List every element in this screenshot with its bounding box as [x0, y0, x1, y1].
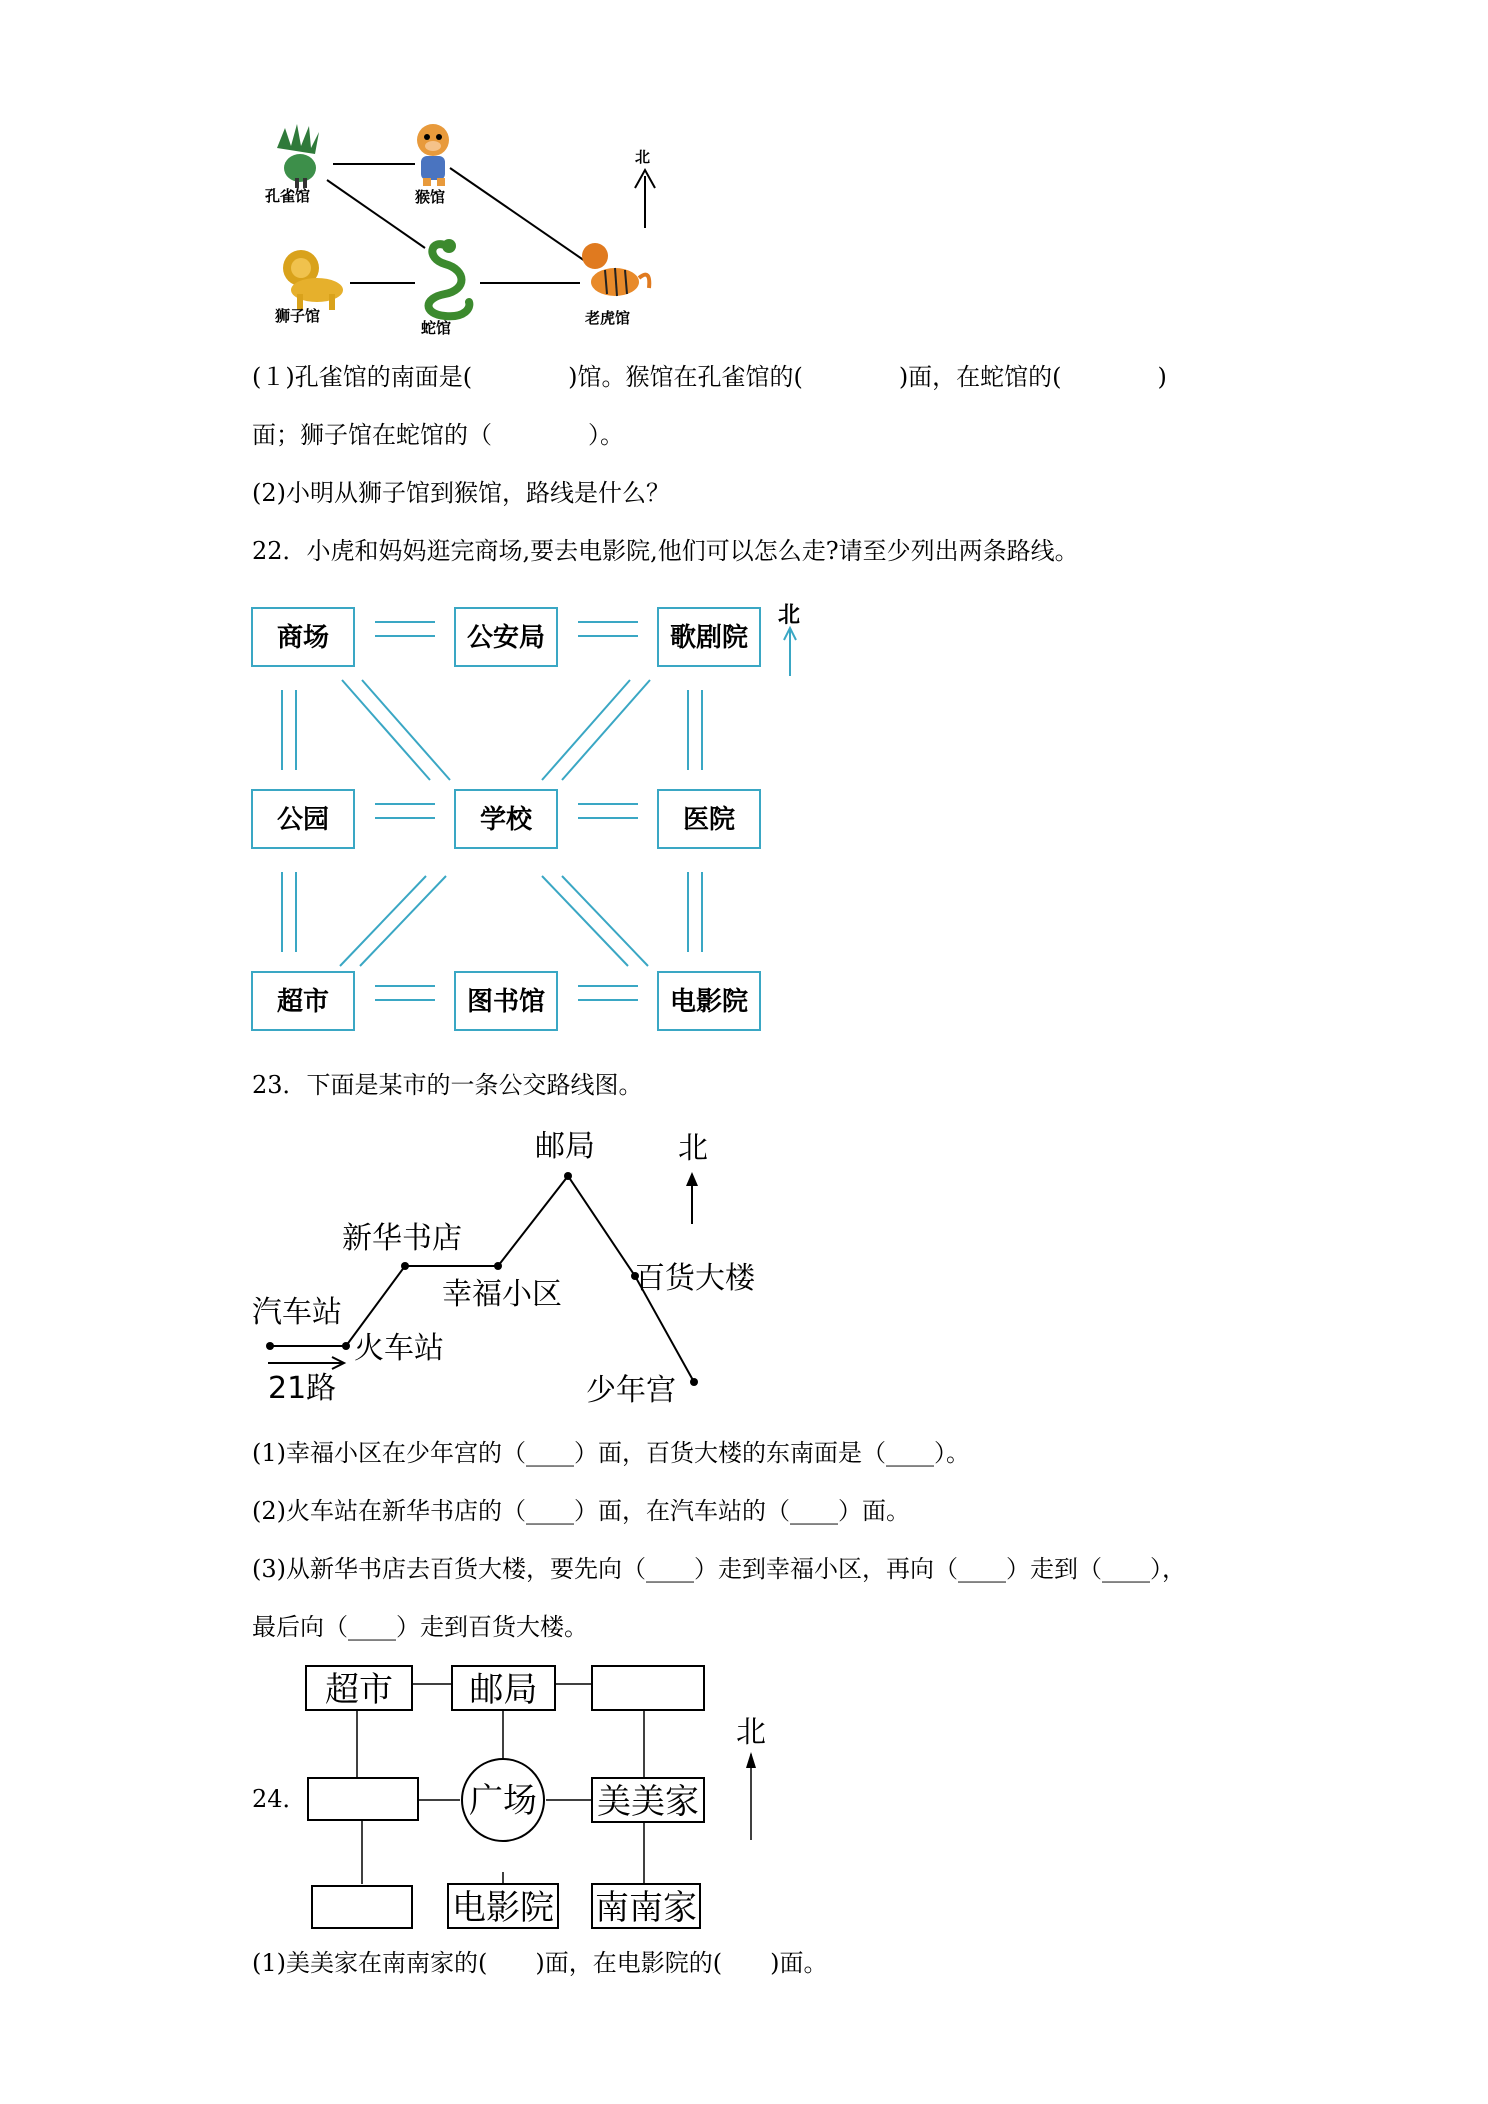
stop-baihuo: 百货大楼 [635, 1261, 755, 1296]
place-label: 学校 [479, 805, 533, 835]
place-label: 歌剧院 [669, 623, 749, 653]
blank-box-southwest-box [312, 1886, 412, 1928]
q24-q1: (1)美美家在南南家的( )面，在电影院的( )面。 [252, 1949, 828, 1977]
peacock-icon [277, 124, 319, 188]
place-cinema: 电影院 [452, 1888, 554, 1928]
blank-box-west-box [308, 1778, 418, 1820]
place-label: 图书馆 [466, 987, 546, 1017]
stop-bus-station: 汽车站 [252, 1295, 342, 1330]
place-meimei: 美美家 [597, 1782, 699, 1822]
q24-map [300, 1660, 780, 1932]
q21-line1: (１)孔雀馆的南面是( )馆。猴馆在孔雀馆的( )面，在蛇馆的( ) [252, 363, 1167, 391]
lion-icon [283, 250, 343, 310]
route-direction-arrow-icon [268, 1357, 344, 1369]
place-label: 公安局 [466, 623, 546, 653]
q22-north-label: 北 [778, 603, 801, 628]
zoo-map [255, 118, 675, 338]
q23-q3b: 最后向（____）走到百货大楼。 [252, 1613, 588, 1641]
north-arrow-icon [635, 170, 655, 228]
q24-north-arrow-icon [746, 1752, 756, 1840]
q22-title: 22．小虎和妈妈逛完商场,要去电影院,他们可以怎么走?请至少列出两条路线。 [252, 537, 1079, 565]
stop-xingfu: 幸福小区 [442, 1277, 562, 1312]
q22-north-arrow-icon [784, 628, 796, 676]
place-square: 广场 [469, 1781, 537, 1821]
q23-north-arrow-icon [686, 1172, 698, 1224]
lion-label: 狮子馆 [275, 307, 321, 325]
line-peacock-snake [327, 180, 425, 248]
stop-dot-xingfu [494, 1262, 502, 1270]
monkey-icon [417, 124, 449, 186]
place-nannan: 南南家 [595, 1888, 697, 1928]
snake-label: 蛇馆 [421, 319, 452, 337]
peacock-label: 孔雀馆 [265, 187, 311, 205]
place-label: 超市 [276, 987, 330, 1017]
place-label: 电影院 [669, 987, 749, 1017]
place-post-office: 邮局 [469, 1670, 538, 1710]
snake-icon [429, 239, 470, 316]
stop-dot-post-office [564, 1172, 572, 1180]
bus-route-map [250, 1126, 810, 1416]
stop-dot-youth-palace [690, 1378, 698, 1386]
q24-north-label: 北 [736, 1715, 766, 1750]
stop-post-office: 邮局 [535, 1129, 595, 1164]
stop-youth-palace: 少年宫 [586, 1373, 676, 1408]
q22-map [250, 596, 830, 1036]
monkey-label: 猴馆 [415, 188, 446, 206]
stop-dot-xinhua [401, 1262, 409, 1270]
stop-dot-bus-station [266, 1342, 274, 1350]
tiger-icon [582, 243, 649, 296]
q23-north-label: 北 [678, 1131, 708, 1166]
q21-line3: (2)小明从狮子馆到猴馆，路线是什么？ [252, 479, 670, 507]
blank-box-northeast-box [592, 1666, 704, 1710]
q23-title: 23．下面是某市的一条公交路线图。 [252, 1071, 643, 1099]
q21-line2: 面；狮子馆在蛇馆的（ ）。 [252, 421, 624, 449]
line-monkey-tiger [450, 168, 585, 261]
place-supermarket: 超市 [325, 1670, 393, 1710]
tiger-label: 老虎馆 [585, 309, 631, 327]
stop-xinhua: 新华书店 [342, 1221, 462, 1256]
place-label: 公园 [276, 805, 330, 835]
place-label: 商场 [276, 623, 330, 653]
route-name: 21路 [268, 1371, 337, 1406]
q23-q1: (1)幸福小区在少年宫的（____）面，百货大楼的东南面是（____）。 [252, 1439, 970, 1467]
stop-dot-train-station [342, 1342, 350, 1350]
place-label: 医院 [682, 805, 736, 835]
q24-number: 24． [252, 1785, 307, 1813]
north-label: 北 [635, 148, 651, 166]
q23-q2: (2)火车站在新华书店的（____）面，在汽车站的（____）面。 [252, 1497, 910, 1525]
stop-train-station: 火车站 [354, 1331, 444, 1366]
q23-q3a: (3)从新华书店去百货大楼，要先向（____）走到幸福小区，再向（____）走到（____）， [252, 1555, 1186, 1583]
